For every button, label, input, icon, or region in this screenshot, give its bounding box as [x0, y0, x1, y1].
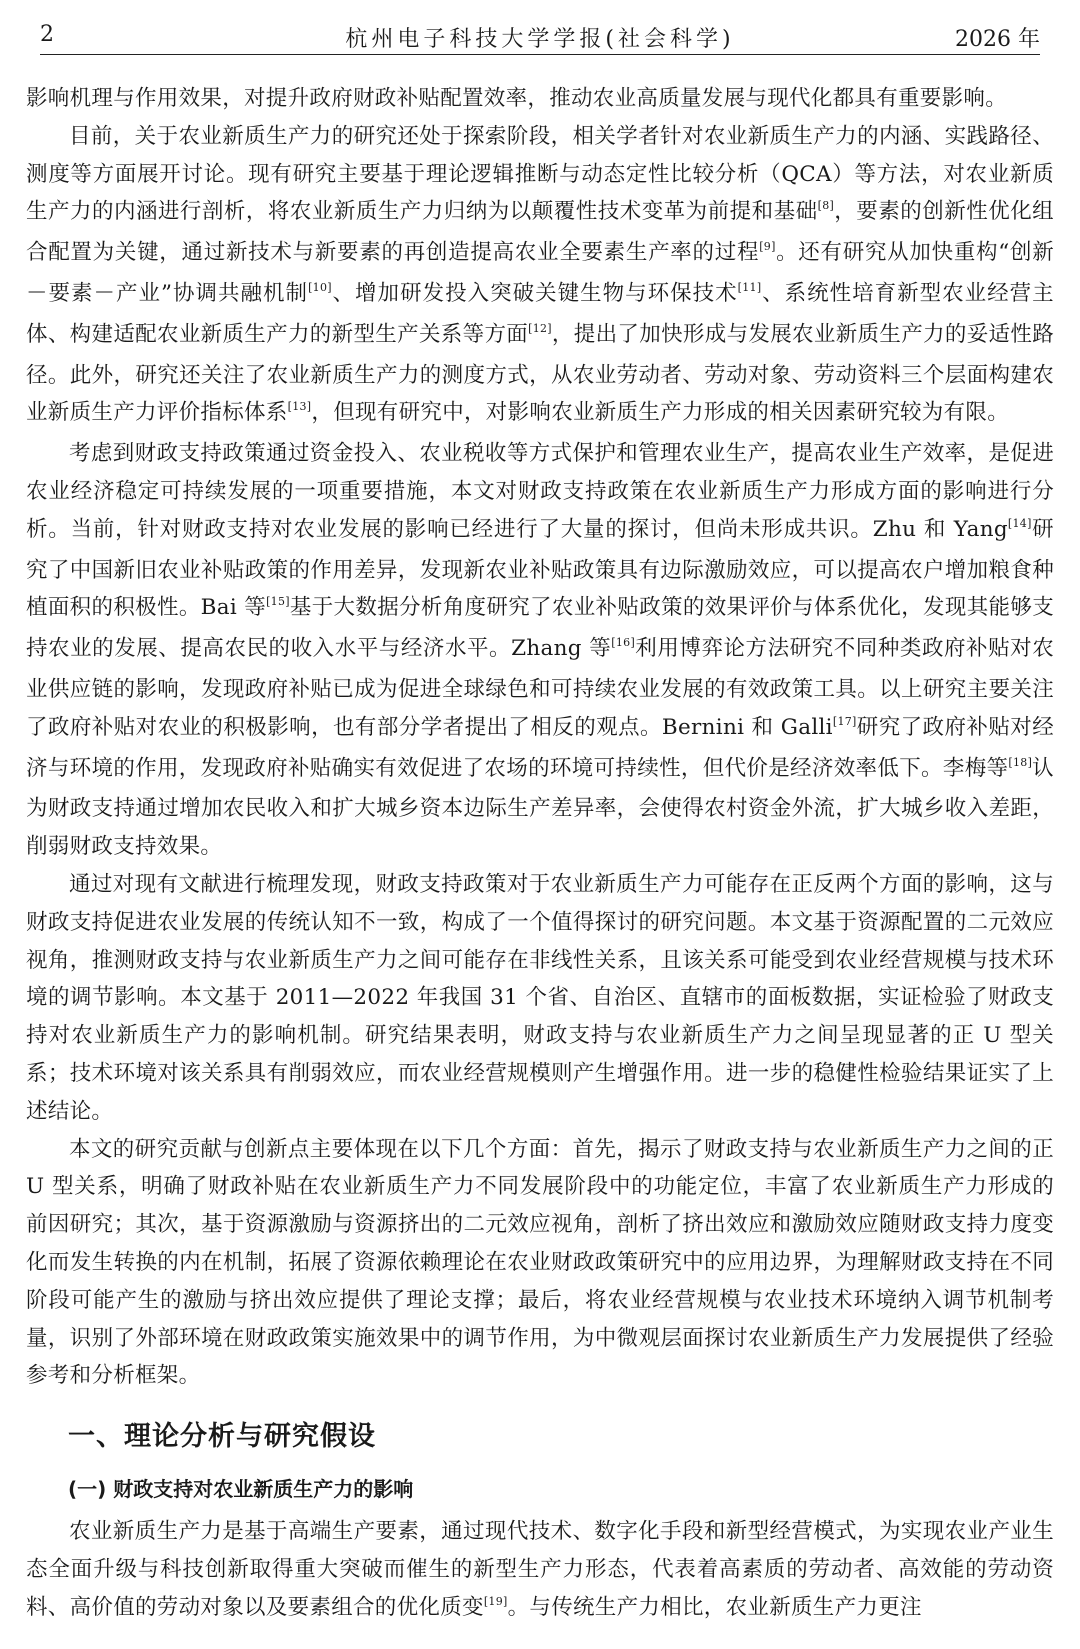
citation-reference: [10]: [308, 280, 332, 294]
paragraph-text: ，提出了加快形成与发展农业新质生产力的妥适性路径。此外，研究还关注了农业新质生产力的测度方式，从农业劳动者、劳动对象、劳动资料三个层面构建农业新质生产力评价指标体系: [26, 321, 1054, 426]
journal-title: 杭州电子科技大学学报(社会科学): [345, 27, 735, 52]
paragraph: [26, 118, 1054, 435]
paragraph-text: 影响机理与作用效果，对提升政府财政补贴配置效率，推动农业高质量发展与现代化都具有重要影响。: [26, 86, 1008, 111]
article-body: [26, 80, 1054, 1629]
paragraph-text: 农业新质生产力是基于高端生产要素，通过现代技术、数字化手段和新型经营模式，为实现农业产业生态全面升级与科技创新取得重大突破而催生的新型生产力形态，代表着高素质的劳动者、高效能的劳动资料、高价值的劳动对象以及要素组合的优化质变: [26, 1519, 1054, 1620]
publication-year: 2026 年: [955, 27, 1040, 52]
citation-reference: [16]: [611, 636, 636, 650]
paragraph-text: 考虑到财政支持政策通过资金投入、农业税收等方式保护和管理农业生产，提高农业生产效率，是促进农业经济稳定可持续发展的一项重要措施，本文对财政支持政策在农业新质生产力形成方面的影响进行分析。当前，针对财政支持对农业发展的影响已经进行了大量的探讨，但尚未形成共识。Zhu 和 Yang: [26, 441, 1054, 542]
paragraph-text: 通过对现有文献进行梳理发现，财政支持政策对于农业新质生产力可能存在正反两个方面的影响，这与财政支持促进农业发展的传统认知不一致，构成了一个值得探讨的研究问题。本文基于资源配置的二元效应视角，推测财政支持与农业新质生产力之间可能存在非线性关系，且该关系可能受到农业经营规模与技术环境的调节影响。本文基于 2011—2022 年我国 31 个省、自治区、直辖市的面板数据，实证检验了财政支持对农业新质生产力的影响机制。研究结果表明，财政支持与农业新质生产力之间呈现显著的正 U 型关系；技术环境对该关系具有削弱效应，而农业经营规模则产生增强作用。进一步的稳健性检验结果证实了上述结论。: [26, 871, 1054, 1124]
paragraph: [26, 866, 1054, 1131]
paragraph-text: 研究了中国新旧农业补贴政策的作用差异，发现新农业补贴政策具有边际激励效应，可以提高农户增加粮食种植面积的积极性。Bai 等: [26, 516, 1054, 621]
citation-reference: [14]: [1007, 516, 1032, 530]
running-header: [40, 18, 1040, 55]
citation-reference: [19]: [483, 1594, 508, 1608]
paragraph-text: 目前，关于农业新质生产力的研究还处于探索阶段，相关学者针对农业新质生产力的内涵、实践路径、测度等方面展开讨论。现有研究主要基于理论逻辑推断与动态定性比较分析（QCA）等方法，对农业新质生产力的内涵进行剖析，将农业新质生产力归纳为以颠覆性技术变革为前提和基础: [26, 123, 1054, 225]
paragraph-text: 。还有研究从加快重构“创新－要素－产业”协调共融机制: [26, 240, 1054, 306]
citation-reference: [11]: [737, 280, 762, 294]
citation-reference: [17]: [832, 714, 857, 728]
subsection-heading: (一) 财政支持对农业新质生产力的影响: [68, 1477, 414, 1502]
citation-reference: [8]: [817, 199, 835, 213]
paragraph-text: 、系统性培育新型农业经营主体、构建适配农业新质生产力的新型生产关系等方面: [26, 280, 1054, 347]
paragraph: [26, 80, 1054, 118]
paragraph-text: 利用博弈论方法研究不同种类政府补贴对农业供应链的影响，发现政府补贴已成为促进全球绿色和可持续农业发展的有效政策工具。以上研究主要关注了政府补贴对农业的积极影响，也有部分学者提出了相反的观点。Bernini 和 Galli: [26, 636, 1055, 740]
paragraph-text: 研究了政府补贴对经济与环境的作用，发现政府补贴确实有效促进了农场的环境可持续性，但代价是经济效率低下。李梅等: [26, 714, 1054, 781]
paragraph: [26, 435, 1054, 866]
paragraph-text: 。与传统生产力相比，农业新质生产力更注: [507, 1594, 922, 1620]
citation-reference: [15]: [266, 595, 290, 609]
paragraph-text: 基于大数据分析角度研究了农业补贴政策的效果评价与体系优化，发现其能够支持农业的发展、提高农民的收入水平与经济水平。Zhang 等: [26, 595, 1054, 662]
paragraph-text: 本文的研究贡献与创新点主要体现在以下几个方面：首先，揭示了财政支持与农业新质生产力之间的正 U 型关系，明确了财政补贴在农业新质生产力不同发展阶段中的功能定位，丰富了农业新质生产力形成的前因研究；其次，基于资源激励与资源挤出的二元效应视角，剖析了挤出效应和激励效应随财政支持力度变化而发生转换的内在机制，拓展了资源依赖理论在农业财政政策研究中的应用边界，为理解财政支持在不同阶段可能产生的激励与挤出效应提供了理论支撑；最后，将农业经营规模与农业技术环境纳入调节机制考量，识别了外部环境在财政政策实施效果中的调节作用，为中微观层面探讨农业新质生产力发展提供了经验参考和分析框架。: [26, 1136, 1054, 1389]
paragraph: [26, 1131, 1054, 1396]
section-heading: 一、理论分析与研究假设: [68, 1421, 376, 1453]
paragraph-text: 认为财政支持通过增加农民收入和扩大城乡资本边际生产差异率，会使得农村资金外流，扩大城乡收入差距，削弱财政支持效果。: [26, 755, 1054, 860]
citation-reference: [9]: [759, 240, 776, 254]
citation-reference: [18]: [1008, 755, 1033, 769]
citation-reference: [12]: [528, 321, 552, 335]
paragraph: [26, 1513, 1054, 1629]
page-number: 2: [40, 22, 54, 47]
paragraph-text: ，要素的创新性优化组合配置为关键，通过新技术与新要素的再创造提高农业全要素生产率的过程: [26, 199, 1054, 266]
paragraph-text: 、增加研发投入突破关键生物与环保技术: [331, 280, 738, 306]
citation-reference: [13]: [287, 400, 312, 414]
paragraph-text: ，但现有研究中，对影响农业新质生产力形成的相关因素研究较为有限。: [311, 400, 1009, 426]
